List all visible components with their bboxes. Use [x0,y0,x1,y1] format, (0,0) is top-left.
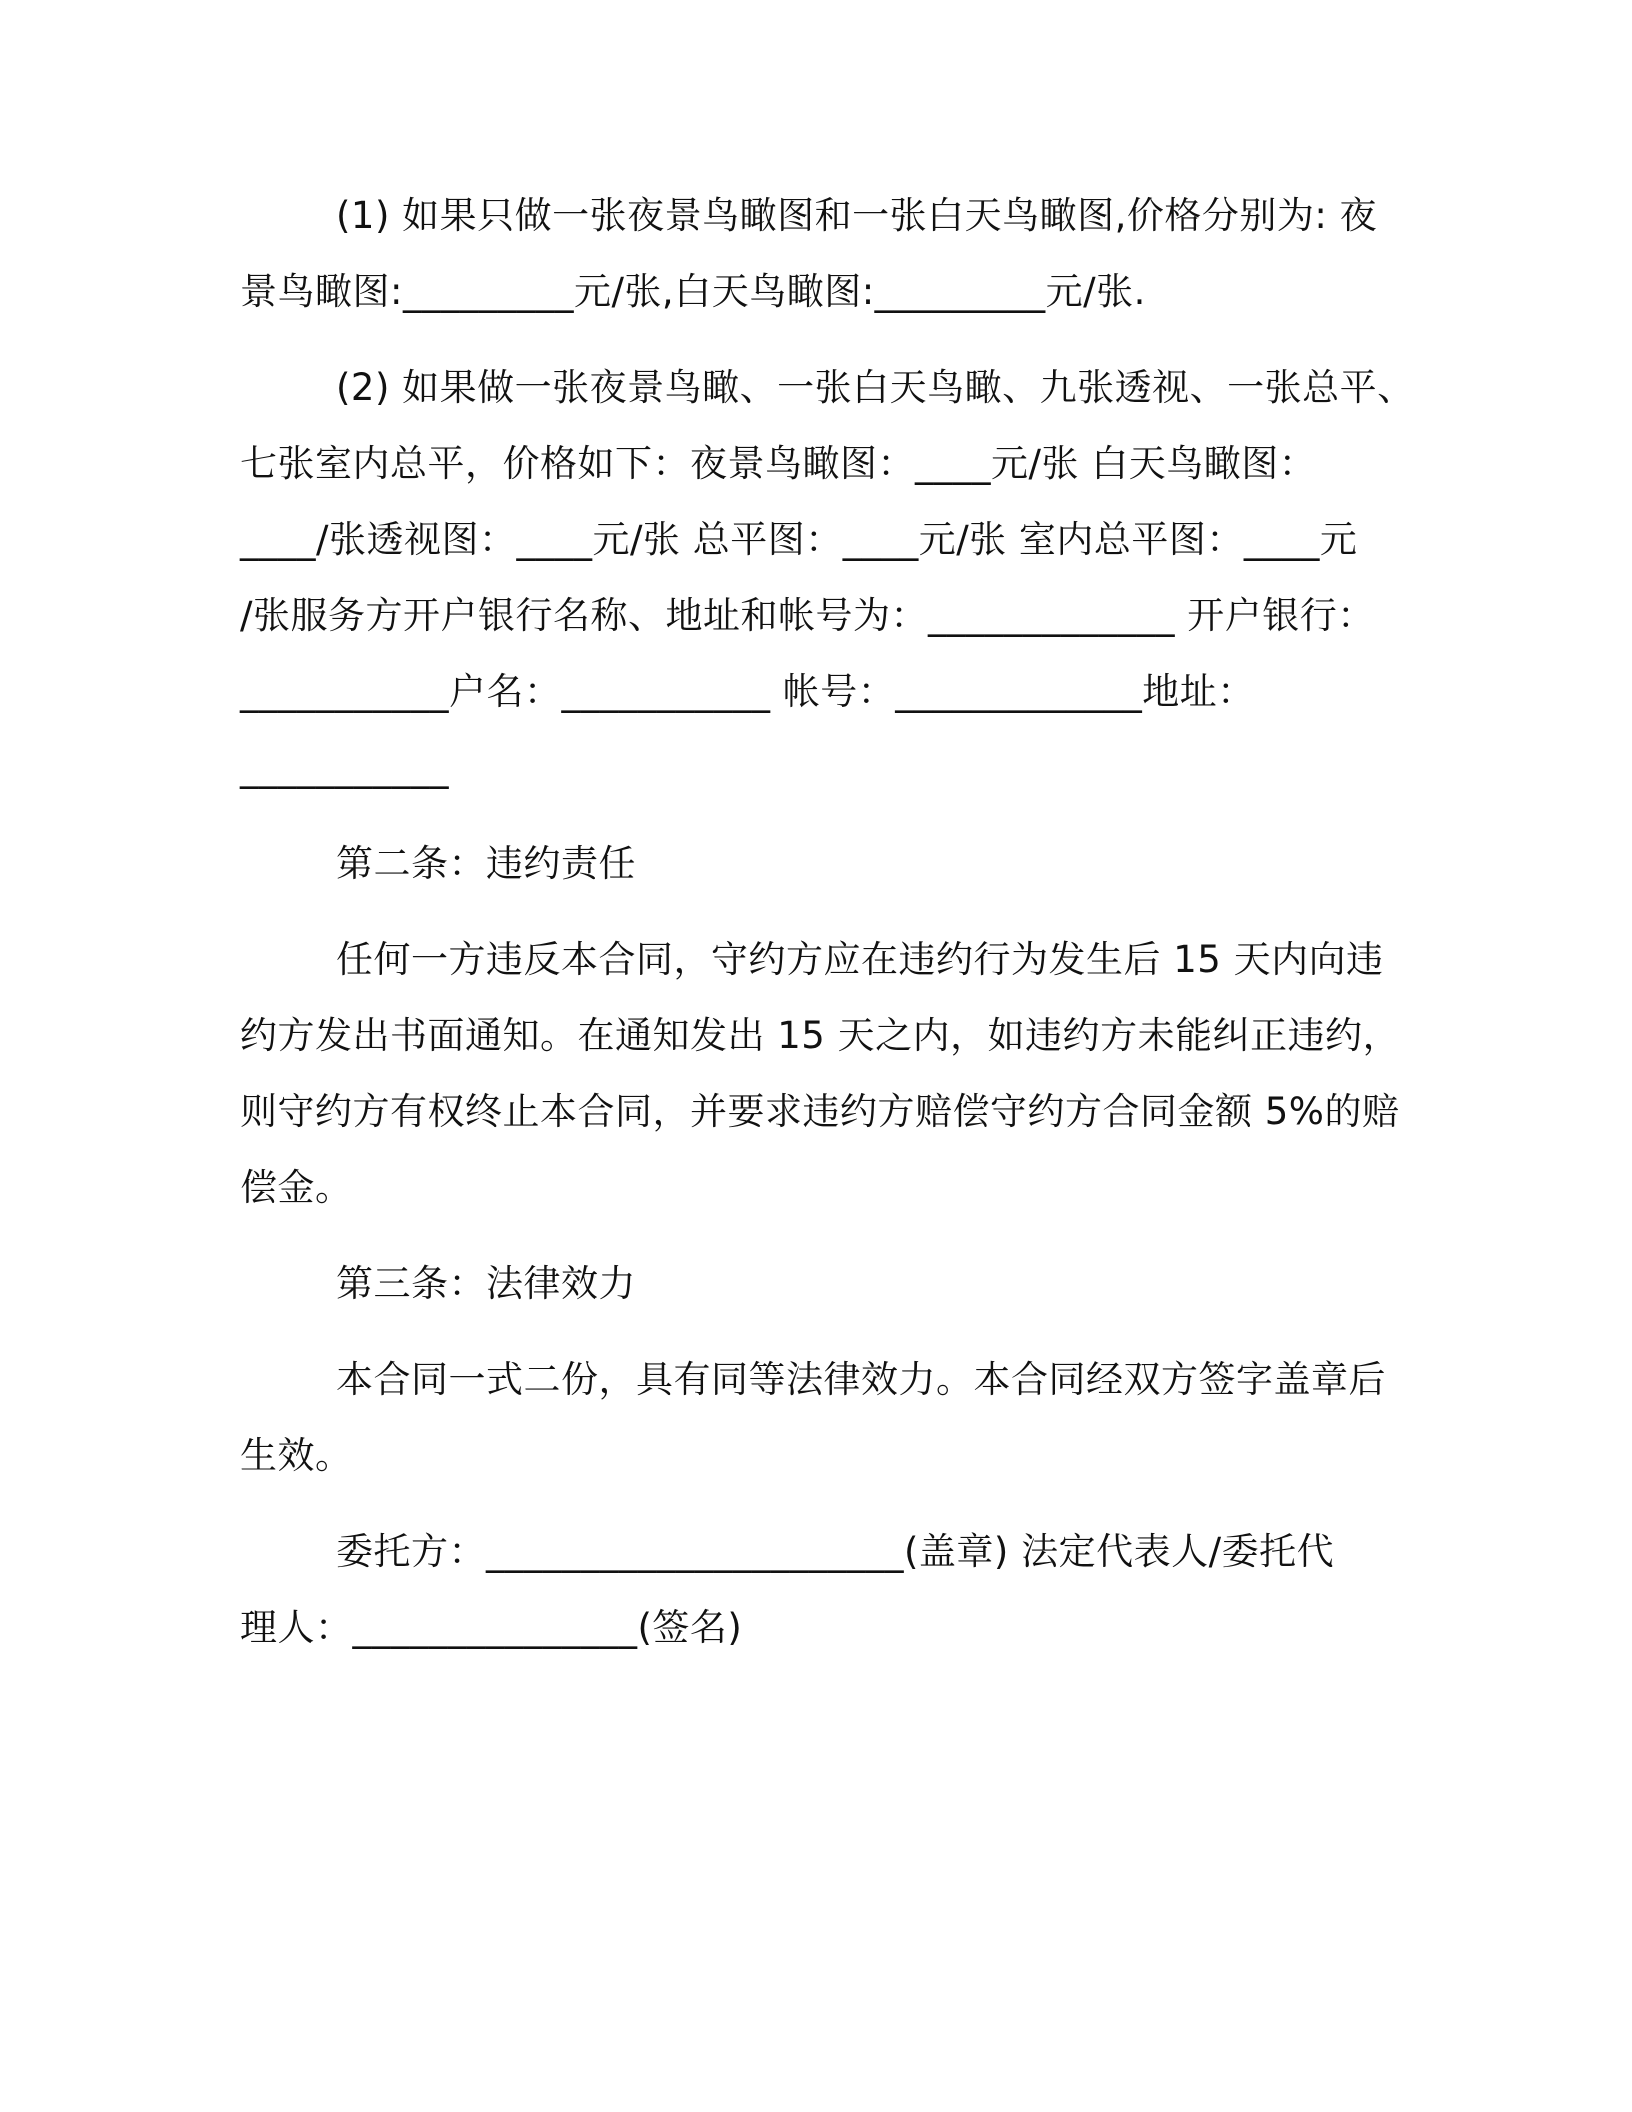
signature-block [240,1514,1390,1666]
text-line: 本合同一式二份，具有同等法律效力。本合同经双方签字盖章后 [336,1358,1386,1401]
text-line: (2) 如果做一张夜景鸟瞰、一张白天鸟瞰、九张透视、一张总平、 [336,366,1415,409]
article-heading: 第二条：违约责任 [336,842,636,885]
text-line: 委托方：______________________(盖章) 法定代表人/委托代 [336,1530,1335,1573]
pricing-item-2 [240,350,1415,806]
article-heading: 第三条：法律效力 [336,1262,636,1305]
text-line: (1) 如果只做一张夜景鸟瞰图和一张白天鸟瞰图,价格分别为: 夜 [336,194,1378,237]
text-line: 理人：_______________(签名) [240,1606,743,1649]
text-line: 景鸟瞰图:_________元/张,白天鸟瞰图:_________元/张. [240,270,1146,313]
text-line: ___________户名：___________ 帐号：_____________地址： [240,670,1255,713]
text-line: 则守约方有权终止本合同，并要求违约方赔偿守约方合同金额 5%的赔 [240,1090,1400,1133]
text-line: 约方发出书面通知。在通知发出 15 天之内，如违约方未能纠正违约， [240,1014,1401,1057]
text-line: 生效。 [240,1434,353,1477]
text-line: 任何一方违反本合同，守约方应在违约行为发生后 15 天内向违 [336,938,1384,981]
pricing-item-1 [240,178,1390,330]
article-3 [240,1246,1390,1494]
text-line: ____/张透视图：____元/张 总平图：____元/张 室内总平图：____元 [240,518,1358,561]
text-line: 七张室内总平，价格如下：夜景鸟瞰图：____元/张 白天鸟瞰图： [240,442,1317,485]
article-2 [240,826,1401,1226]
document-body [240,178,1415,1666]
text-line: 偿金。 [240,1166,353,1209]
text-line: ___________ [240,746,449,789]
text-line: /张服务方开户银行名称、地址和帐号为：_____________ 开户银行： [240,594,1375,637]
